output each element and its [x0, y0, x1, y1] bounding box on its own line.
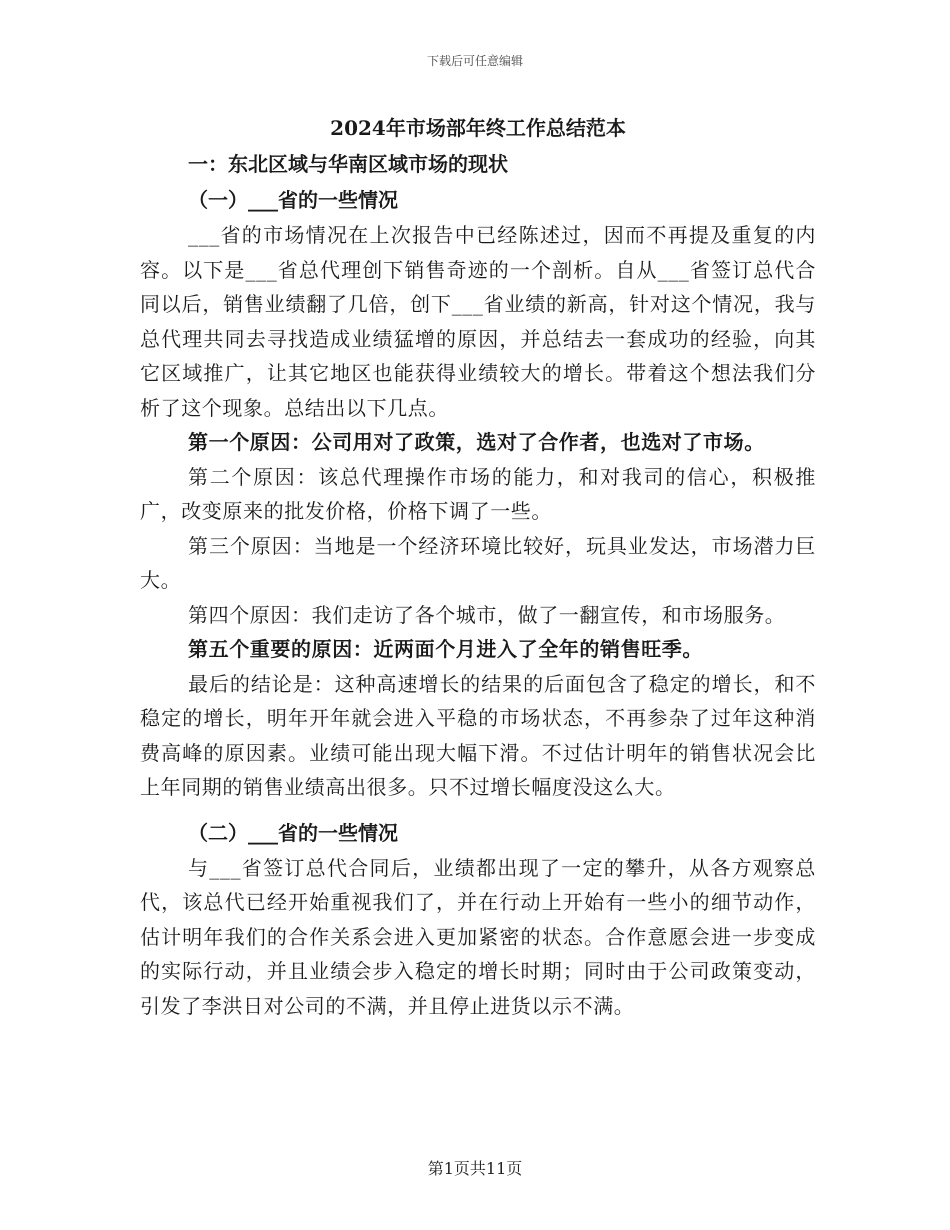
document-body	[140, 110, 816, 1023]
paragraph: 第三个原因：当地是一个经济环境比较好，玩具业发达，市场潜力巨大。	[140, 533, 816, 592]
paragraph-bold: 第五个重要的原因：近两面个月进入了全年的销售旺季。	[188, 637, 703, 661]
paragraph: ___省的市场情况在上次报告中已经陈述过，因而不再提及重复的内容。以下是___省总代理创下销售奇迹的一个剖析。自从___省签订总代合同以后，销售业绩翻了几倍，创下___省业绩的新高，针对这个情况，我与总代理共同去寻找造成业绩猛增的原因，并总结去一套成功的经验，向其它区域推广，让其它地区也能获得业绩较大的增长。带着这个想法我们分析了这个现象。总结出以下几点。	[140, 223, 816, 420]
subsection-heading-2: （二）___省的一些情况	[188, 820, 398, 845]
paragraph: 最后的结论是：这种高速增长的结果的后面包含了稳定的增长，和不稳定的增长，明年开年就会进入平稳的市场状态，不再参杂了过年这种消费高峰的原因素。业绩可能出现大幅下滑。不过估计明年的销售状况会比上年同期的销售业绩高出很多。只不过增长幅度没这么大。	[140, 671, 816, 799]
page-header-note: 下载后可任意编辑	[426, 54, 523, 68]
page-number-footer: 第1页共11页	[427, 1159, 523, 1178]
paragraph: 第二个原因：该总代理操作市场的能力，和对我司的信心，积极推广，改变原来的批发价格，价格下调了一些。	[140, 464, 816, 523]
paragraph: 与___省签订总代合同后，业绩都出现了一定的攀升，从各方观察总代，该总代已经开始重视我们了，并在行动上开始有一些小的细节动作，估计明年我们的合作关系会进入更加紧密的状态。合作意愿会进一步变成的实际行动，并且业绩会步入稳定的增长时期；同时由于公司政策变动，引发了李洪日对公司的不满，并且停止进货以示不满。	[140, 855, 816, 1018]
section-heading-1: 一：东北区域与华南区域市场的现状	[188, 152, 508, 176]
subsection-heading-1: （一）___省的一些情况	[188, 188, 398, 212]
paragraph-bold: 第一个原因：公司用对了政策，选对了合作者，也选对了市场。	[188, 430, 765, 454]
paragraph: 第四个原因：我们走访了各个城市，做了一翻宣传，和市场服务。	[188, 602, 786, 627]
document-title: 2024年市场部年终工作总结范本	[330, 116, 626, 140]
